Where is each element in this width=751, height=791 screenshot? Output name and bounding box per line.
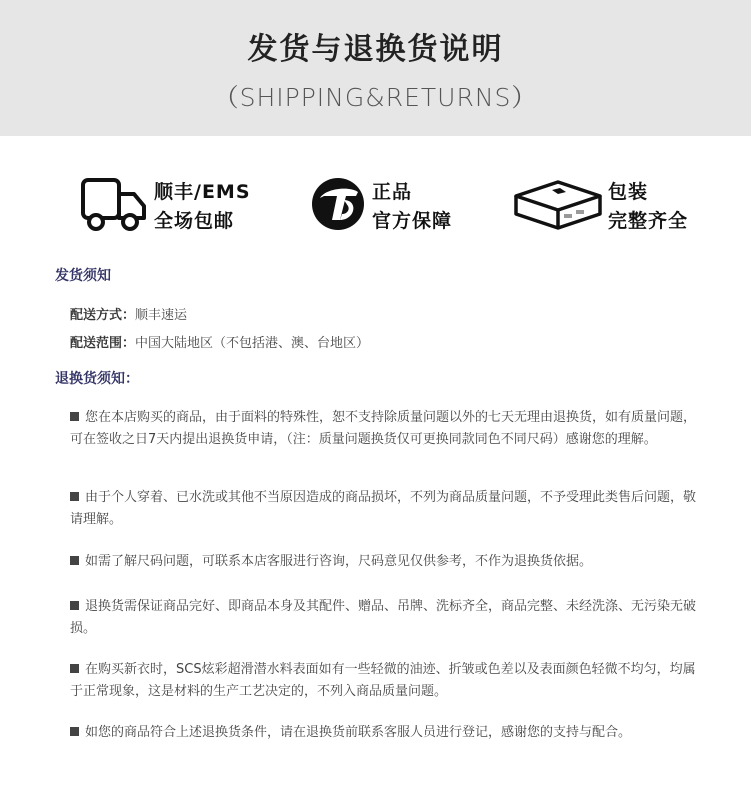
feature-shipping	[80, 176, 260, 236]
bullet-square-icon	[70, 492, 79, 501]
brand-logo-icon	[310, 176, 366, 232]
feature-package-line2: 完整齐全	[608, 210, 689, 232]
return-item: 退换货需保证商品完好、即商品本身及其配件、赠品、吊牌、洗标齐全，商品完整、未经洗涤、无污染无破损。	[70, 599, 697, 636]
return-item: 如需了解尺码问题，可联系本店客服进行咨询，尺码意见仅供参考，不作为退换货依据。	[70, 551, 700, 573]
feature-package	[512, 176, 702, 236]
header-banner	[0, 0, 751, 136]
bullet-square-icon	[70, 727, 79, 736]
feature-package-line1: 包装	[608, 181, 649, 203]
bullet-square-icon	[70, 664, 79, 673]
page-title: 发货与退换货说明	[247, 32, 504, 67]
return-item: 在购买新衣时，SCS炫彩超滑潜水料表面如有一些轻微的油迹、折皱或色差以及表面颜色轻微不均匀，均属于正常现象，这是材料的生产工艺决定的，不列入商品质量问题。	[70, 662, 696, 699]
shipping-method	[70, 304, 187, 323]
bullet-square-icon	[70, 556, 79, 565]
shipping-method-value: 顺丰速运	[135, 308, 188, 323]
return-item: 如您的商品符合上述退换货条件，请在退换货前联系客服人员进行登记，感谢您的支持与配合。	[70, 722, 700, 744]
feature-shipping-line2: 全场包邮	[154, 210, 235, 232]
feature-shipping-line1: 顺丰/EMS	[154, 181, 251, 203]
return-item: 由于个人穿着、已水洗或其他不当原因造成的商品损坏，不列为商品质量问题，不予受理此类售后问题，敬请理解。	[70, 490, 697, 527]
shipping-method-label: 配送方式：	[70, 308, 136, 323]
truck-icon	[80, 176, 148, 232]
bullet-square-icon	[70, 601, 79, 610]
shipping-heading: 发货须知	[55, 268, 111, 284]
shipping-range-label: 配送范围：	[70, 336, 136, 351]
page-subtitle: （SHIPPING&RETURNS）	[213, 83, 538, 112]
bullet-square-icon	[70, 412, 79, 421]
feature-genuine	[310, 176, 470, 236]
shipping-range	[70, 332, 369, 351]
feature-genuine-line1: 正品	[372, 181, 413, 203]
shipping-range-value: 中国大陆地区（不包括港、澳、台地区）	[135, 336, 370, 351]
return-item: 您在本店购买的商品，由于面料的特殊性，恕不支持除质量问题以外的七天无理由退换货，如有质量问题，可在签收之日7天内提出退换货申请，（注：质量问题换货仅可更换同款同色不同尺码）感谢您的理解。	[70, 410, 697, 447]
feature-genuine-line2: 官方保障	[372, 210, 453, 232]
package-box-icon	[512, 176, 604, 232]
returns-heading: 退换货须知：	[55, 371, 139, 387]
